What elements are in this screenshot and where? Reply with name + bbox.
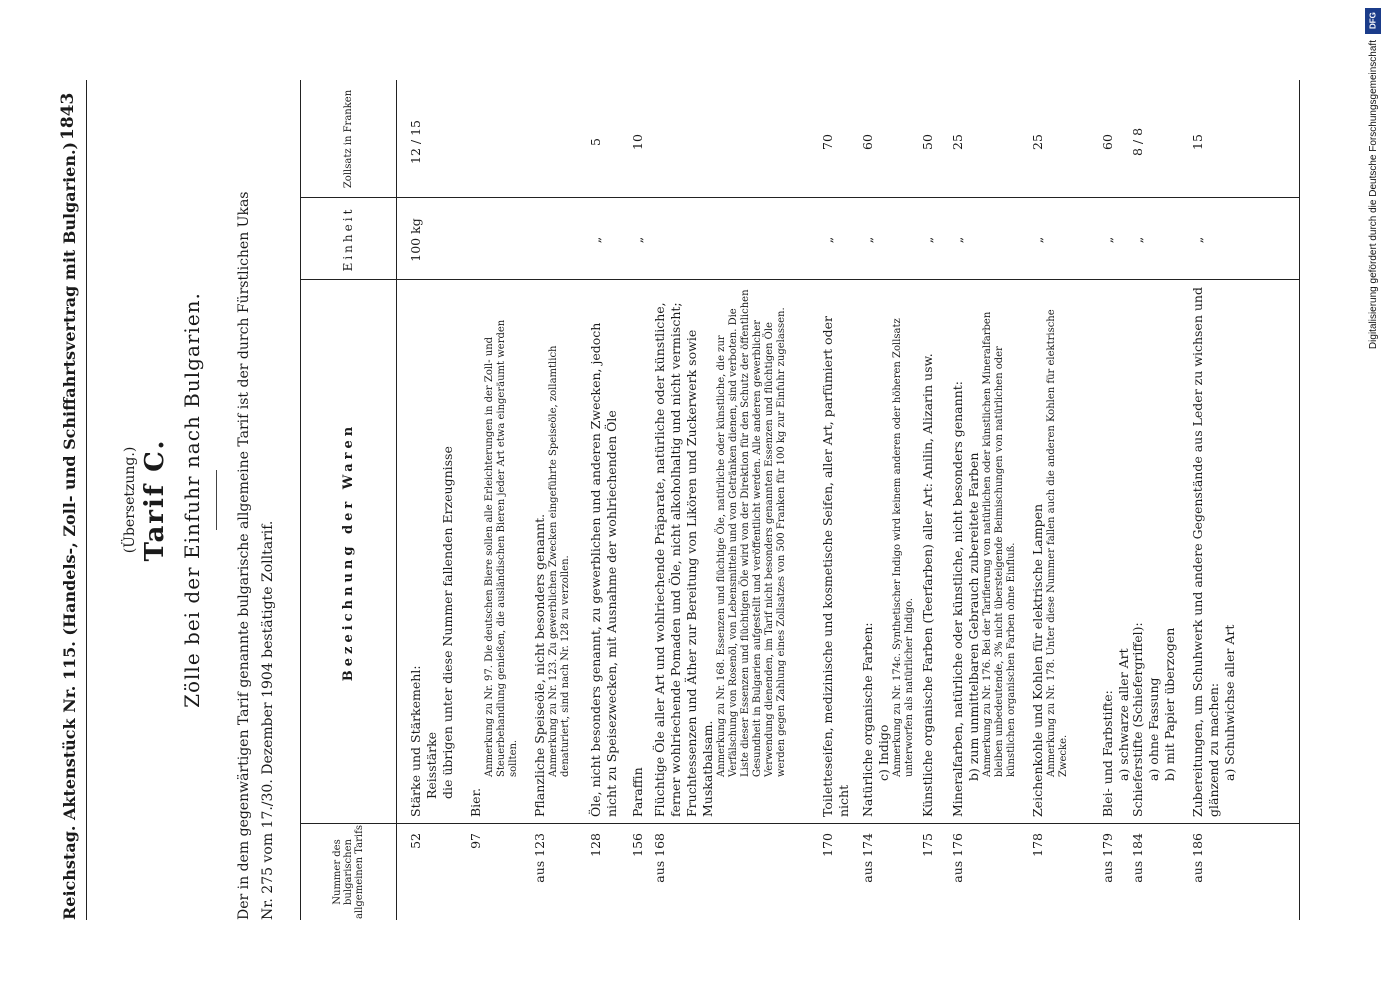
tariff-number: 52: [408, 833, 423, 849]
tariff-number: 156: [630, 833, 645, 857]
description-line: Reisstärke: [424, 731, 439, 799]
description-line: Bier.: [468, 787, 483, 817]
unit: „: [588, 236, 603, 244]
tarif-subtitle: Zölle bei der Einfuhr nach Bulgarien.: [180, 292, 204, 708]
description-line: b) mit Papier überzogen: [1162, 627, 1177, 781]
tariff-number: 175: [920, 833, 935, 857]
intro-line-2: Nr. 275 vom 17./30. Dezember 1904 bestätigte Zolltarif.: [260, 520, 276, 920]
duty-rate: 60: [860, 134, 875, 150]
header-zollsatz: Zollsatz in Franken: [342, 89, 354, 189]
goods-description: [860, 287, 916, 817]
description-line: a) ohne Fassung: [1146, 677, 1161, 781]
annotation-note: Anmerkung zu Nr. 168. Essenzen und flüchtige Öle, natürliche oder künstliche, die zur Verfälschung von Rosenöl, von Lebensmitteln und von Getränken dienen, sind verboten. Die Liste dieser Essenzen und flüchtigen Öle wird von der Direktion für den Schutz der öffentlichen Gesundheit in Bulgarien aufgestellt und veröffentlicht werden. Alle anderen gewerblicher Verwendung dienenden, im Tarif nicht besonders genannten Essenzen und flüchtigen Öle werden gegen Zahlung eines Zollsatzes von 500 Franken für 100 kg zur Einfuhr zugelassen.: [716, 289, 787, 777]
description-line: Öle, nicht besonders genannt, zu gewerblichen und anderen Zwecken, jedoch nicht zu Speisezwecken, mit Ausnahme der wohlriechenden Öle: [588, 322, 619, 817]
goods-description: [630, 287, 646, 817]
unit: „: [950, 236, 965, 244]
unit: „: [1100, 236, 1115, 244]
goods-description: [1190, 287, 1238, 817]
duty-rate: 12 / 15: [408, 120, 423, 164]
description-line: Zeichenkohle und Kohlen für elektrische Lampen: [1030, 503, 1045, 817]
running-header: Reichstag. Aktenstück Nr. 115. (Handels-, Zoll- und Schiffahrtsvertrag mit Bulgarien.): [60, 141, 79, 920]
annotation-note: Anmerkung zu Nr. 123. Zu gewerblichen Zwecken eingeführte Speiseöle, zollamtlich denaturiert, sind nach Nr. 128 zu verzollen.: [548, 345, 571, 777]
unit: „: [920, 236, 935, 244]
description-line: Flüchtige Öle aller Art und wohlriechende Präparate, natürliche oder künstliche, ferner wohlriechende Pomaden und Öle, nicht alkoholhaltig und nicht vermischt; Fruchtessenzen und Äther zur Bereitung von Likören und Zuckerwerk sowie Muskatbalsam.: [652, 302, 715, 817]
header-rule: [86, 80, 87, 920]
goods-description: [408, 287, 456, 817]
page-number: 1843: [58, 92, 78, 140]
intro-line-1: Der in dem gegenwärtigen Tarif genannte bulgarische allgemeine Tarif ist der durch Fürstlichen Ukas: [236, 191, 252, 920]
col-divider-1: [300, 823, 1300, 824]
translation-note: (Übersetzung.): [122, 446, 138, 554]
tariff-number: aus 123: [532, 833, 547, 883]
title-divider: [216, 470, 217, 530]
header-einheit: Einheit: [341, 206, 355, 272]
tariff-number: 170: [820, 833, 835, 857]
tariff-number: 97: [468, 833, 483, 849]
goods-description: [920, 287, 936, 817]
description-line: b) zum unmittelbaren Gebrauch zubereitete Farben: [966, 452, 981, 781]
unit: „: [630, 236, 645, 244]
description-line: die übrigen unter diese Nummer fallenden Erzeugnisse: [440, 446, 455, 799]
tariff-table: [300, 80, 1300, 920]
annotation-note: Anmerkung zu Nr. 176. Bei der Tarifierung von natürlichen oder künstlichen Mineralfarben bleiben unbedeutende, 3% nicht übersteigende Beimischungen von natürlichen oder künstlichen organischen Farben ohne Einfluß.: [982, 311, 1017, 777]
duty-rate: 25: [950, 134, 965, 150]
tariff-number: aus 179: [1100, 833, 1115, 883]
description-line: Toiletteseifen, medizinische und kosmetische Seifen, aller Art, parfümiert oder nicht: [820, 316, 851, 817]
description-line: c) Indigo: [876, 724, 891, 781]
annotation-note: Anmerkung zu Nr. 97. Die deutschen Biere sollen alle Erleichterungen in der Zoll- und Steuerbehandlung genießen, die ausländischen Bieren jeder Art etwa eingeräumt werden sollten.: [484, 319, 519, 777]
description-line: Stärke und Stärkemehl:: [408, 665, 423, 817]
duty-rate: 5: [588, 138, 603, 146]
goods-description: [532, 287, 572, 817]
unit: „: [860, 236, 875, 244]
annotation-note: Anmerkung zu Nr. 174c. Synthetischer Indigo wird keinem anderen oder höheren Zollsatz unterworfen als natürlicher Indigo.: [892, 318, 915, 777]
description-line: Paraffin: [630, 767, 645, 817]
tariff-number: aus 186: [1190, 833, 1205, 883]
description-line: Natürliche organische Farben:: [860, 622, 875, 817]
description-line: Pflanzliche Speiseöle, nicht besonders genannt.: [532, 513, 547, 817]
table-bottom-rule: [1299, 80, 1300, 920]
unit: „: [1190, 236, 1205, 244]
description-line: a) schwarze aller Art: [1116, 648, 1131, 781]
tariff-number: aus 174: [860, 833, 875, 883]
header-bottom-rule: [396, 80, 397, 920]
duty-rate: 25: [1030, 134, 1045, 150]
duty-rate: 50: [920, 134, 935, 150]
tariff-number: 178: [1030, 833, 1045, 857]
duty-rate: 60: [1100, 134, 1115, 150]
tariff-number: aus 176: [950, 833, 965, 883]
goods-description: [588, 287, 620, 817]
intro-paragraph: [232, 80, 280, 920]
unit: „: [1130, 236, 1145, 244]
unit: 100 kg: [408, 218, 423, 262]
tariff-number: 128: [588, 833, 603, 857]
duty-rate: 15: [1190, 134, 1205, 150]
goods-description: [1130, 287, 1178, 817]
digitization-credit: Digitalisierung gefördert durch die Deutsche Forschungsgemeinschaft: [1368, 40, 1379, 350]
tariff-number: aus 184: [1130, 833, 1145, 883]
description-line: Künstliche organische Farben (Teerfarben) aller Art: Anilin, Alizarin usw.: [920, 353, 935, 817]
goods-description: [950, 287, 1018, 817]
tarif-title: Tarif C.: [140, 438, 170, 562]
tariff-number: aus 168: [652, 833, 667, 883]
dfg-logo: DFG: [1365, 8, 1381, 34]
goods-description: [1030, 287, 1070, 817]
annotation-note: Anmerkung zu Nr. 178. Unter diese Nummer fallen auch die anderen Kohlen für elektrische Zwecke.: [1046, 309, 1069, 777]
unit: „: [1030, 236, 1045, 244]
description-line: a) Schuhwichse aller Art: [1222, 624, 1237, 781]
goods-description: [1100, 287, 1132, 817]
header-nummer: Nummer des bulgarischen allgemeinen Tarifs: [331, 825, 365, 919]
description-line: Blei- und Farbstifte:: [1100, 690, 1115, 817]
col-divider-3: [300, 197, 1300, 198]
header-bezeichnung: Bezeichnung der Waren: [340, 422, 356, 682]
goods-description: [468, 287, 520, 817]
unit: „: [820, 236, 835, 244]
description-line: Mineralfarben, natürliche oder künstliche, nicht besonders genannt:: [950, 381, 965, 817]
description-line: Zubereitungen, um Schuhwerk und andere Gegenstände aus Leder zu wichsen und glänzend zu machen:: [1190, 287, 1221, 817]
description-line: Schieferstifte (Schiefergriffel):: [1130, 622, 1145, 817]
goods-description: [652, 287, 788, 817]
duty-rate: 8 / 8: [1130, 127, 1145, 157]
col-divider-2: [300, 279, 1300, 280]
goods-description: [820, 287, 852, 817]
duty-rate: 10: [630, 134, 645, 150]
duty-rate: 70: [820, 134, 835, 150]
